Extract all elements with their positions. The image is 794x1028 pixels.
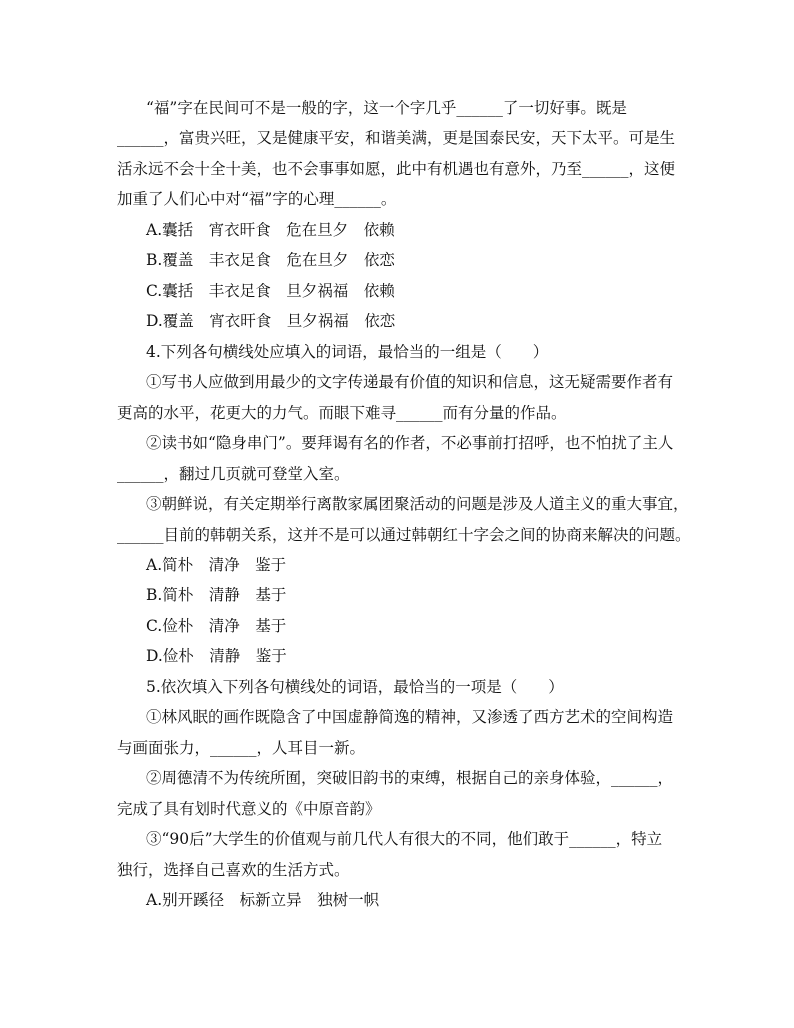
q5-sentence-1-line-2: 与画面张力，______，人耳目一新。 — [117, 739, 366, 757]
passage-line-3: 活永远不会十全十美，也不会事事如愿，此中有机遇也有意外，乃至______，这便 — [117, 160, 676, 178]
q4-option-d: D.俭朴 清静 鉴于 — [146, 647, 287, 665]
q5-sentence-2-line-1: ②周德清不为传统所囿，突破旧韵书的束缚，根据自己的亲身体验，______， — [146, 769, 674, 787]
q4-option-c: C.俭朴 清净 基于 — [146, 617, 287, 635]
q3-option-a: A.囊括 宵衣旰食 危在旦夕 依赖 — [146, 221, 395, 239]
q5-stem: 5.依次填入下列各句横线处的词语，最恰当的一项是（ ） — [146, 678, 564, 696]
q4-option-a: A.简朴 清净 鉴于 — [146, 556, 287, 574]
q5-sentence-3-line-2: 独行，选择自己喜欢的生活方式。 — [117, 861, 350, 879]
q3-option-d: D.覆盖 宵衣旰食 旦夕祸福 依恋 — [146, 312, 396, 330]
q5-option-a: A.别开蹊径 标新立异 独树一帜 — [146, 891, 380, 909]
passage-line-1: “福”字在民间可不是一般的字，这一个字几乎______了一切好事。既是 — [146, 99, 627, 117]
q4-sentence-1-line-2: 更高的水平，花更大的力气。而眼下难寻______而有分量的作品。 — [117, 404, 567, 422]
q4-option-b: B.简朴 清静 基于 — [146, 586, 287, 604]
q4-sentence-3-line-2: ______目前的韩朝关系，这并不是可以通过韩朝红十字会之间的协商来解决的问题。 — [117, 526, 691, 544]
q4-sentence-3-line-1: ③朝鲜说，有关定期举行离散家属团聚活动的问题是涉及人道主义的重大事宜， — [146, 495, 689, 513]
q4-sentence-1-line-1: ①写书人应做到用最少的文字传递最有价值的知识和信息，这无疑需要作者有 — [146, 373, 674, 391]
q3-option-c: C.囊括 丰衣足食 旦夕祸福 依赖 — [146, 282, 395, 300]
q5-sentence-2-line-2: 完成了具有划时代意义的《中原音韵》 — [117, 800, 381, 818]
q5-sentence-3-line-1: ③“90后”大学生的价值观与前几代人有很大的不同，他们敢于______，特立 — [146, 830, 663, 848]
passage-line-4: 加重了人们心中对“福”字的心理______。 — [117, 190, 397, 208]
q5-sentence-1-line-1: ①林风眠的画作既隐含了中国虚静简逸的精神，又渗透了西方艺术的空间构造 — [146, 708, 674, 726]
q4-stem: 4.下列各句横线处应填入的词语，最恰当的一组是（ ） — [146, 343, 549, 361]
q4-sentence-2-line-2: ______，翻过几页就可登堂入室。 — [117, 465, 350, 483]
passage-line-2: ______，富贵兴旺，又是健康平安，和谐美满，更是国泰民安，天下太平。可是生 — [117, 129, 676, 147]
q4-sentence-2-line-1: ②读书如“隐身串门”。要拜谒有名的作者，不必事前打招呼，也不怕扰了主人 — [146, 434, 674, 452]
q3-option-b: B.覆盖 丰衣足食 危在旦夕 依恋 — [146, 251, 395, 269]
